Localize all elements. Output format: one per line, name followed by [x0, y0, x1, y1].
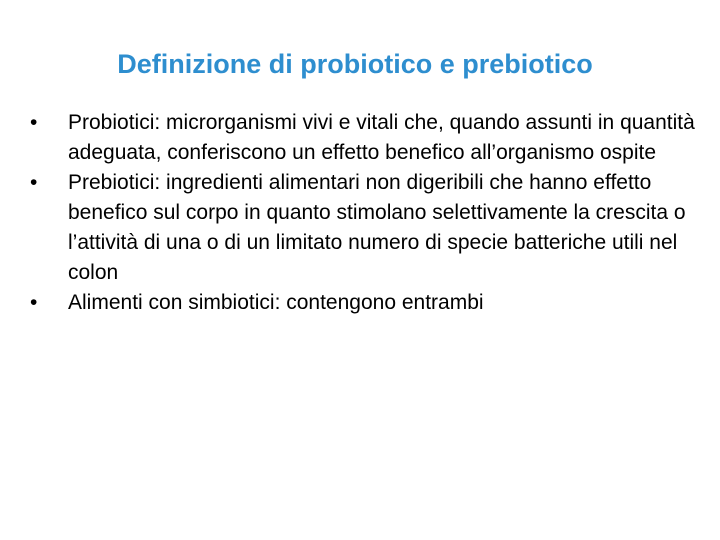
bullet-text: Prebiotici: ingredienti alimentari non digeribili che hanno effetto benefico sul corpo in quanto stimolano selettivamente la crescita o l’attività di una o di un limitato numero di specie batteriche utili nel colon — [68, 171, 686, 284]
slide-title: Definizione di probiotico e prebiotico — [117, 49, 593, 79]
bullet-item-prebiotici — [30, 168, 700, 288]
bullet-icon: • — [30, 171, 38, 194]
bullet-list — [30, 108, 700, 318]
bullet-item-probiotici — [30, 108, 700, 168]
bullet-icon: • — [30, 111, 38, 134]
bullet-item-simbiotici — [30, 288, 700, 318]
bullet-text: Alimenti con simbiotici: contengono entrambi — [68, 291, 484, 314]
bullet-icon: • — [30, 291, 38, 314]
bullet-text: Probiotici: microrganismi vivi e vitali che, quando assunti in quantità adeguata, conferiscono un effetto benefico all’organismo ospite — [68, 111, 695, 164]
